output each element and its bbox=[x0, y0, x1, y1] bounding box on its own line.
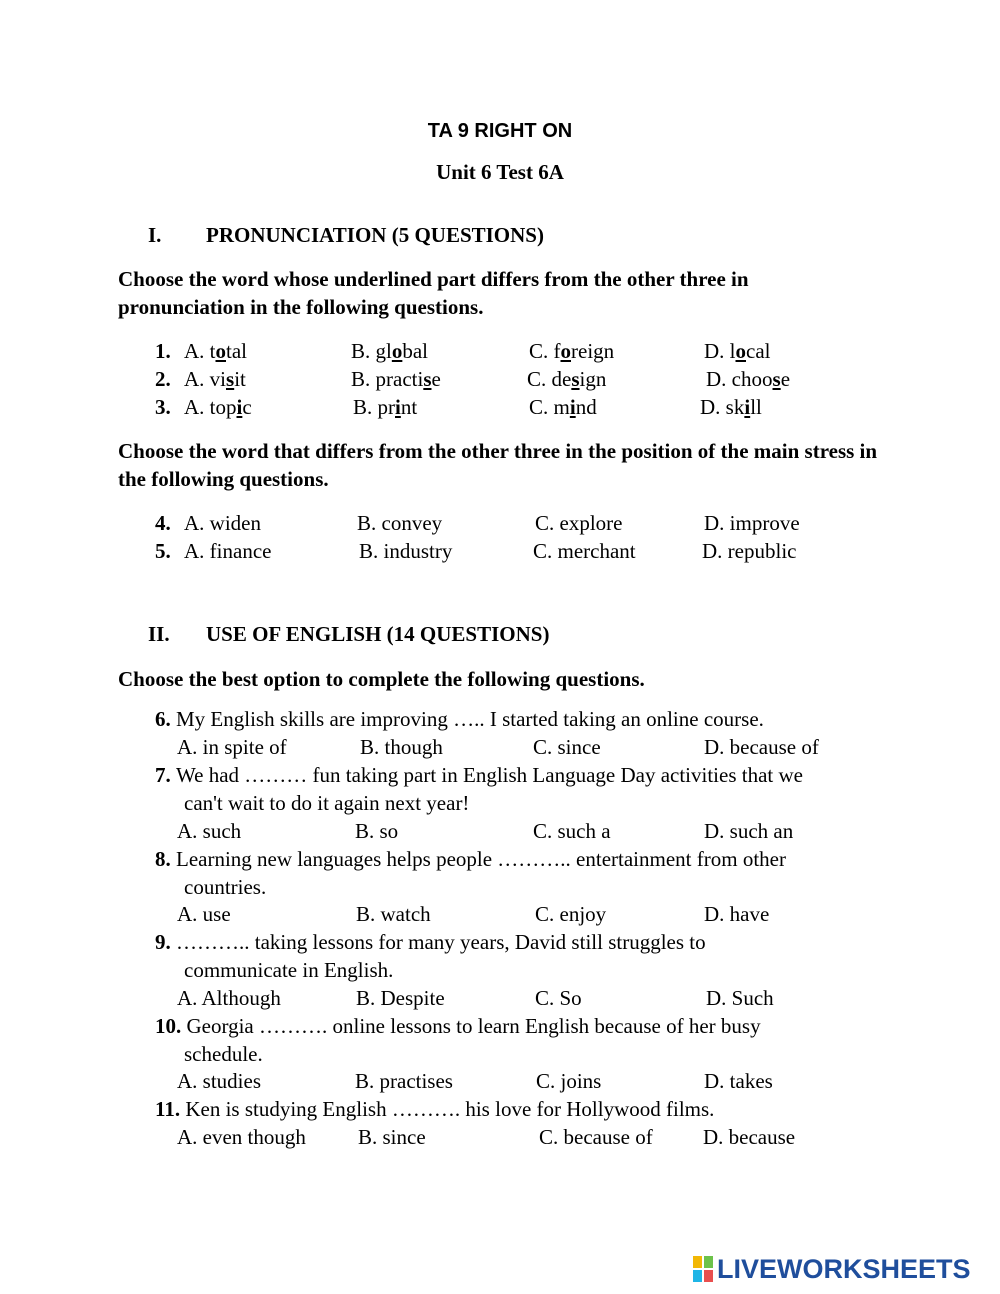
option-a[interactable]: A. even though bbox=[177, 1125, 306, 1149]
option-a[interactable]: A. total bbox=[184, 339, 247, 363]
question-number: 11. bbox=[155, 1097, 181, 1121]
option-d[interactable]: D. such an bbox=[704, 819, 794, 843]
question-9-text bbox=[155, 928, 885, 984]
option-b[interactable]: B. so bbox=[355, 819, 399, 843]
option-c[interactable]: C. explore bbox=[535, 511, 623, 535]
section-number: I. bbox=[148, 223, 162, 247]
option-d[interactable]: D. improve bbox=[704, 511, 800, 535]
section-title: USE OF ENGLISH (14 QUESTIONS) bbox=[206, 622, 550, 646]
question-number: 4. bbox=[155, 511, 171, 535]
option-c[interactable]: C. foreign bbox=[529, 339, 615, 363]
option-b[interactable]: B. though bbox=[360, 735, 443, 759]
question-number: 1. bbox=[155, 339, 171, 363]
section-title: PRONUNCIATION (5 QUESTIONS) bbox=[206, 223, 544, 247]
question-stem-continued: can't wait to do it again next year! bbox=[184, 791, 470, 815]
option-b[interactable]: B. convey bbox=[357, 511, 443, 535]
question-2 bbox=[155, 365, 855, 393]
question-9-options bbox=[177, 984, 877, 1012]
section-number: II. bbox=[148, 622, 170, 646]
option-c[interactable]: C. merchant bbox=[533, 539, 636, 563]
question-3 bbox=[155, 393, 855, 421]
option-b[interactable]: B. practises bbox=[355, 1069, 453, 1093]
option-a[interactable]: A. visit bbox=[184, 367, 246, 391]
question-number: 2. bbox=[155, 367, 171, 391]
question-8-options bbox=[177, 900, 877, 928]
option-c[interactable]: C. since bbox=[533, 735, 601, 759]
option-a[interactable]: A. finance bbox=[184, 539, 272, 563]
question-stem: Georgia ………. online lessons to learn English because of her busy bbox=[186, 1014, 761, 1038]
question-4 bbox=[155, 509, 855, 537]
section-heading-use-of-english bbox=[148, 621, 549, 647]
question-stem-continued: schedule. bbox=[184, 1042, 263, 1066]
option-a[interactable]: A. widen bbox=[184, 511, 261, 535]
question-stem: Ken is studying English ………. his love for Hollywood films. bbox=[185, 1097, 715, 1121]
option-a[interactable]: A. in spite of bbox=[177, 735, 287, 759]
question-6-options bbox=[177, 733, 877, 761]
option-b[interactable]: B. Despite bbox=[356, 986, 445, 1010]
option-b[interactable]: B. print bbox=[353, 395, 418, 419]
option-d[interactable]: D. republic bbox=[702, 539, 797, 563]
question-stem: Learning new languages helps people ……….. entertainment from other bbox=[176, 847, 786, 871]
option-a[interactable]: A. Although bbox=[177, 986, 281, 1010]
option-c[interactable]: C. enjoy bbox=[535, 902, 607, 926]
option-a[interactable]: A. studies bbox=[177, 1069, 261, 1093]
question-stem-continued: communicate in English. bbox=[184, 958, 394, 982]
question-stem: My English skills are improving ….. I started taking an online course. bbox=[176, 707, 764, 731]
option-d[interactable]: D. Such bbox=[706, 986, 774, 1010]
question-6-text bbox=[155, 705, 885, 733]
option-d[interactable]: D. choose bbox=[706, 367, 791, 391]
question-10-options bbox=[177, 1067, 877, 1095]
option-c[interactable]: C. So bbox=[535, 986, 582, 1010]
question-8-text bbox=[155, 845, 885, 901]
option-d[interactable]: D. because of bbox=[704, 735, 819, 759]
option-b[interactable]: B. watch bbox=[356, 902, 431, 926]
option-d[interactable]: D. takes bbox=[704, 1069, 773, 1093]
question-10-text bbox=[155, 1012, 885, 1068]
question-7-text bbox=[155, 761, 885, 817]
question-number: 10. bbox=[155, 1014, 182, 1038]
option-b[interactable]: B. practise bbox=[351, 367, 441, 391]
option-b[interactable]: B. global bbox=[351, 339, 428, 363]
question-number: 7. bbox=[155, 763, 171, 787]
question-stem: We had ……… fun taking part in English Language Day activities that we bbox=[176, 763, 803, 787]
option-c[interactable]: C. because of bbox=[539, 1125, 653, 1149]
logo-text: LIVEWORKSHEETS bbox=[717, 1254, 971, 1284]
question-5 bbox=[155, 537, 855, 565]
instruction-stress: Choose the word that differs from the other three in the position of the main stress in the following questions. bbox=[118, 439, 878, 491]
page-title: TA 9 RIGHT ON bbox=[427, 120, 573, 142]
option-a[interactable]: A. topic bbox=[184, 395, 252, 419]
question-1 bbox=[155, 337, 855, 365]
instruction-pronunciation: Choose the word whose underlined part differs from the other three in pronunciation in the following questions. bbox=[118, 267, 749, 319]
question-number: 8. bbox=[155, 847, 171, 871]
option-d[interactable]: D. have bbox=[704, 902, 770, 926]
question-7-options bbox=[177, 817, 877, 845]
option-a[interactable]: A. such bbox=[177, 819, 242, 843]
question-number: 5. bbox=[155, 539, 171, 563]
question-stem-continued: countries. bbox=[184, 875, 267, 899]
option-c[interactable]: C. design bbox=[527, 367, 607, 391]
question-stem: ……….. taking lessons for many years, David still struggles to bbox=[176, 930, 706, 954]
option-c[interactable]: C. such a bbox=[533, 819, 611, 843]
option-d[interactable]: D. skill bbox=[700, 395, 762, 419]
option-d[interactable]: D. local bbox=[704, 339, 771, 363]
option-c[interactable]: C. joins bbox=[536, 1069, 602, 1093]
option-a[interactable]: A. use bbox=[177, 902, 231, 926]
option-b[interactable]: B. since bbox=[358, 1125, 426, 1149]
question-11-options bbox=[177, 1123, 877, 1151]
option-d[interactable]: D. because bbox=[703, 1125, 796, 1149]
question-number: 3. bbox=[155, 395, 171, 419]
instruction-use-of-english: Choose the best option to complete the following questions. bbox=[118, 667, 645, 691]
logo-mark-icon bbox=[693, 1256, 713, 1282]
question-number: 9. bbox=[155, 930, 171, 954]
question-number: 6. bbox=[155, 707, 171, 731]
page-subtitle: Unit 6 Test 6A bbox=[436, 160, 564, 184]
section-heading-pronunciation bbox=[148, 222, 544, 248]
option-c[interactable]: C. mind bbox=[529, 395, 597, 419]
option-b[interactable]: B. industry bbox=[359, 539, 453, 563]
question-11-text bbox=[155, 1095, 885, 1123]
